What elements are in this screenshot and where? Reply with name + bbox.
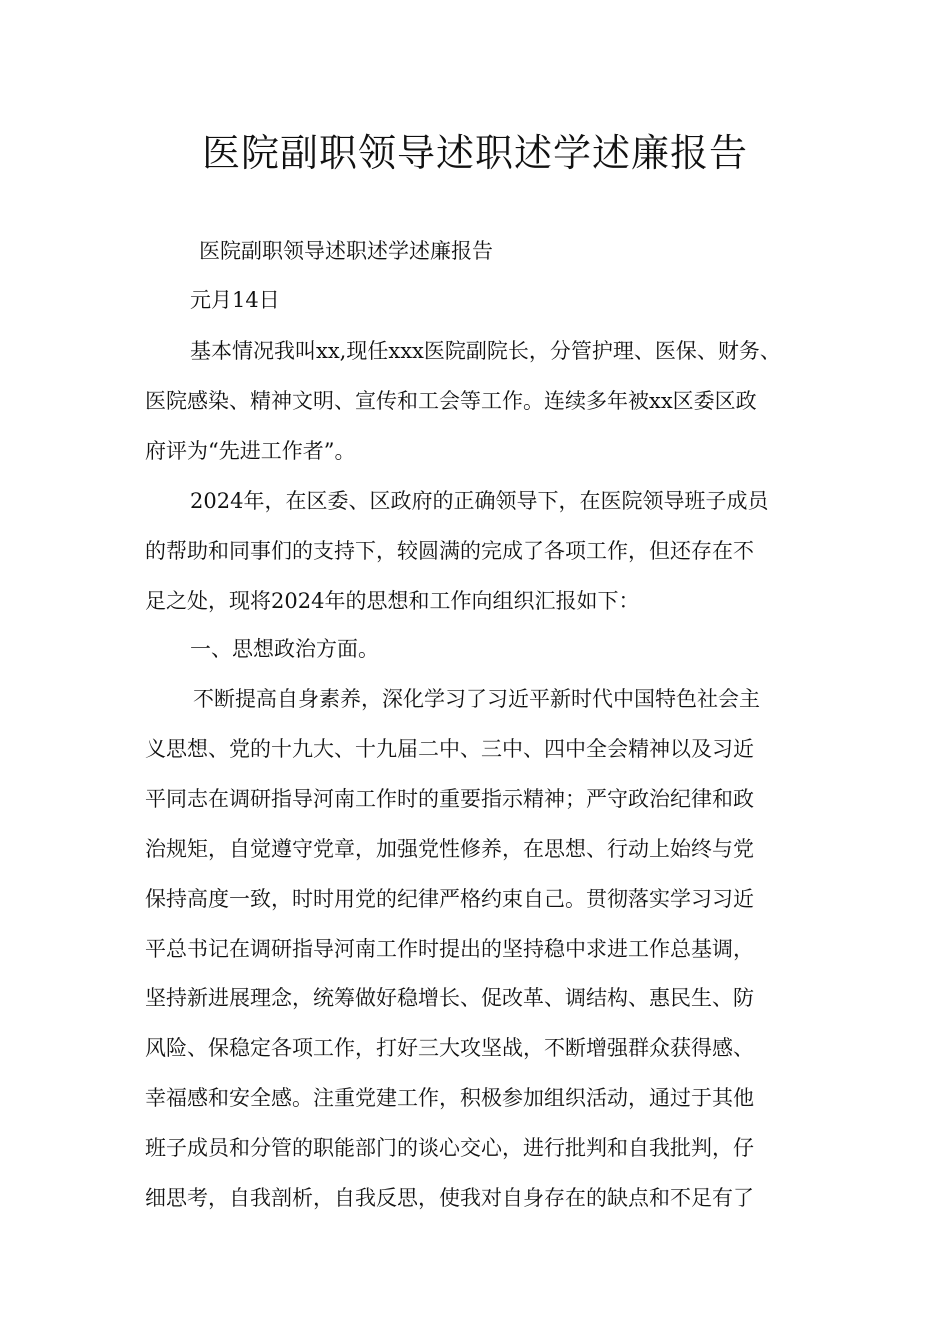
paragraph-line: 府评为“先进工作者”。 bbox=[145, 439, 356, 463]
document-title: 医院副职领导述职述学述廉报告 bbox=[201, 131, 748, 175]
paragraph-line: 平同志在调研指导河南工作时的重要指示精神；严守政治纪律和政 bbox=[145, 787, 754, 811]
date-line: 元月14日 bbox=[190, 288, 280, 312]
paragraph-line: 细思考，自我剖析，自我反思，使我对自身存在的缺点和不足有了 bbox=[145, 1186, 754, 1210]
paragraph-line: 风险、保稳定各项工作，打好三大攻坚战，不断增强群众获得感、 bbox=[145, 1036, 754, 1060]
paragraph-line: 平总书记在调研指导河南工作时提出的坚持稳中求进工作总基调， bbox=[145, 937, 754, 961]
paragraph-line: 2024年，在区委、区政府的正确领导下，在医院领导班子成员 bbox=[190, 489, 769, 513]
subtitle-line: 医院副职领导述职述学述廉报告 bbox=[199, 239, 493, 263]
paragraph-line: 的帮助和同事们的支持下，较圆满的完成了各项工作，但还存在不 bbox=[145, 539, 754, 563]
section-heading: 一、思想政治方面。 bbox=[190, 637, 379, 661]
paragraph-line: 义思想、党的十九大、十九届二中、三中、四中全会精神以及习近 bbox=[145, 737, 754, 761]
paragraph-line: 足之处，现将2024年的思想和工作向组织汇报如下： bbox=[145, 589, 640, 613]
paragraph-line: 坚持新进展理念，统筹做好稳增长、促改革、调结构、惠民生、防 bbox=[145, 986, 754, 1010]
paragraph-line: 医院感染、精神文明、宣传和工会等工作。连续多年被xx区委区政 bbox=[145, 389, 757, 413]
paragraph-line: 保持高度一致，时时用党的纪律严格约束自己。贯彻落实学习习近 bbox=[145, 887, 754, 911]
paragraph-line: 幸福感和安全感。注重党建工作，积极参加组织活动，通过于其他 bbox=[145, 1086, 754, 1110]
paragraph-line: 班子成员和分管的职能部门的谈心交心，进行批判和自我批判，仔 bbox=[145, 1136, 754, 1160]
paragraph-line: 基本情况我叫xx,现任xxx医院副院长，分管护理、医保、财务、 bbox=[190, 339, 781, 363]
paragraph-line: 治规矩，自觉遵守党章，加强党性修养，在思想、行动上始终与党 bbox=[145, 837, 754, 861]
paragraph-line: 不断提高自身素养，深化学习了习近平新时代中国特色社会主 bbox=[193, 687, 760, 711]
